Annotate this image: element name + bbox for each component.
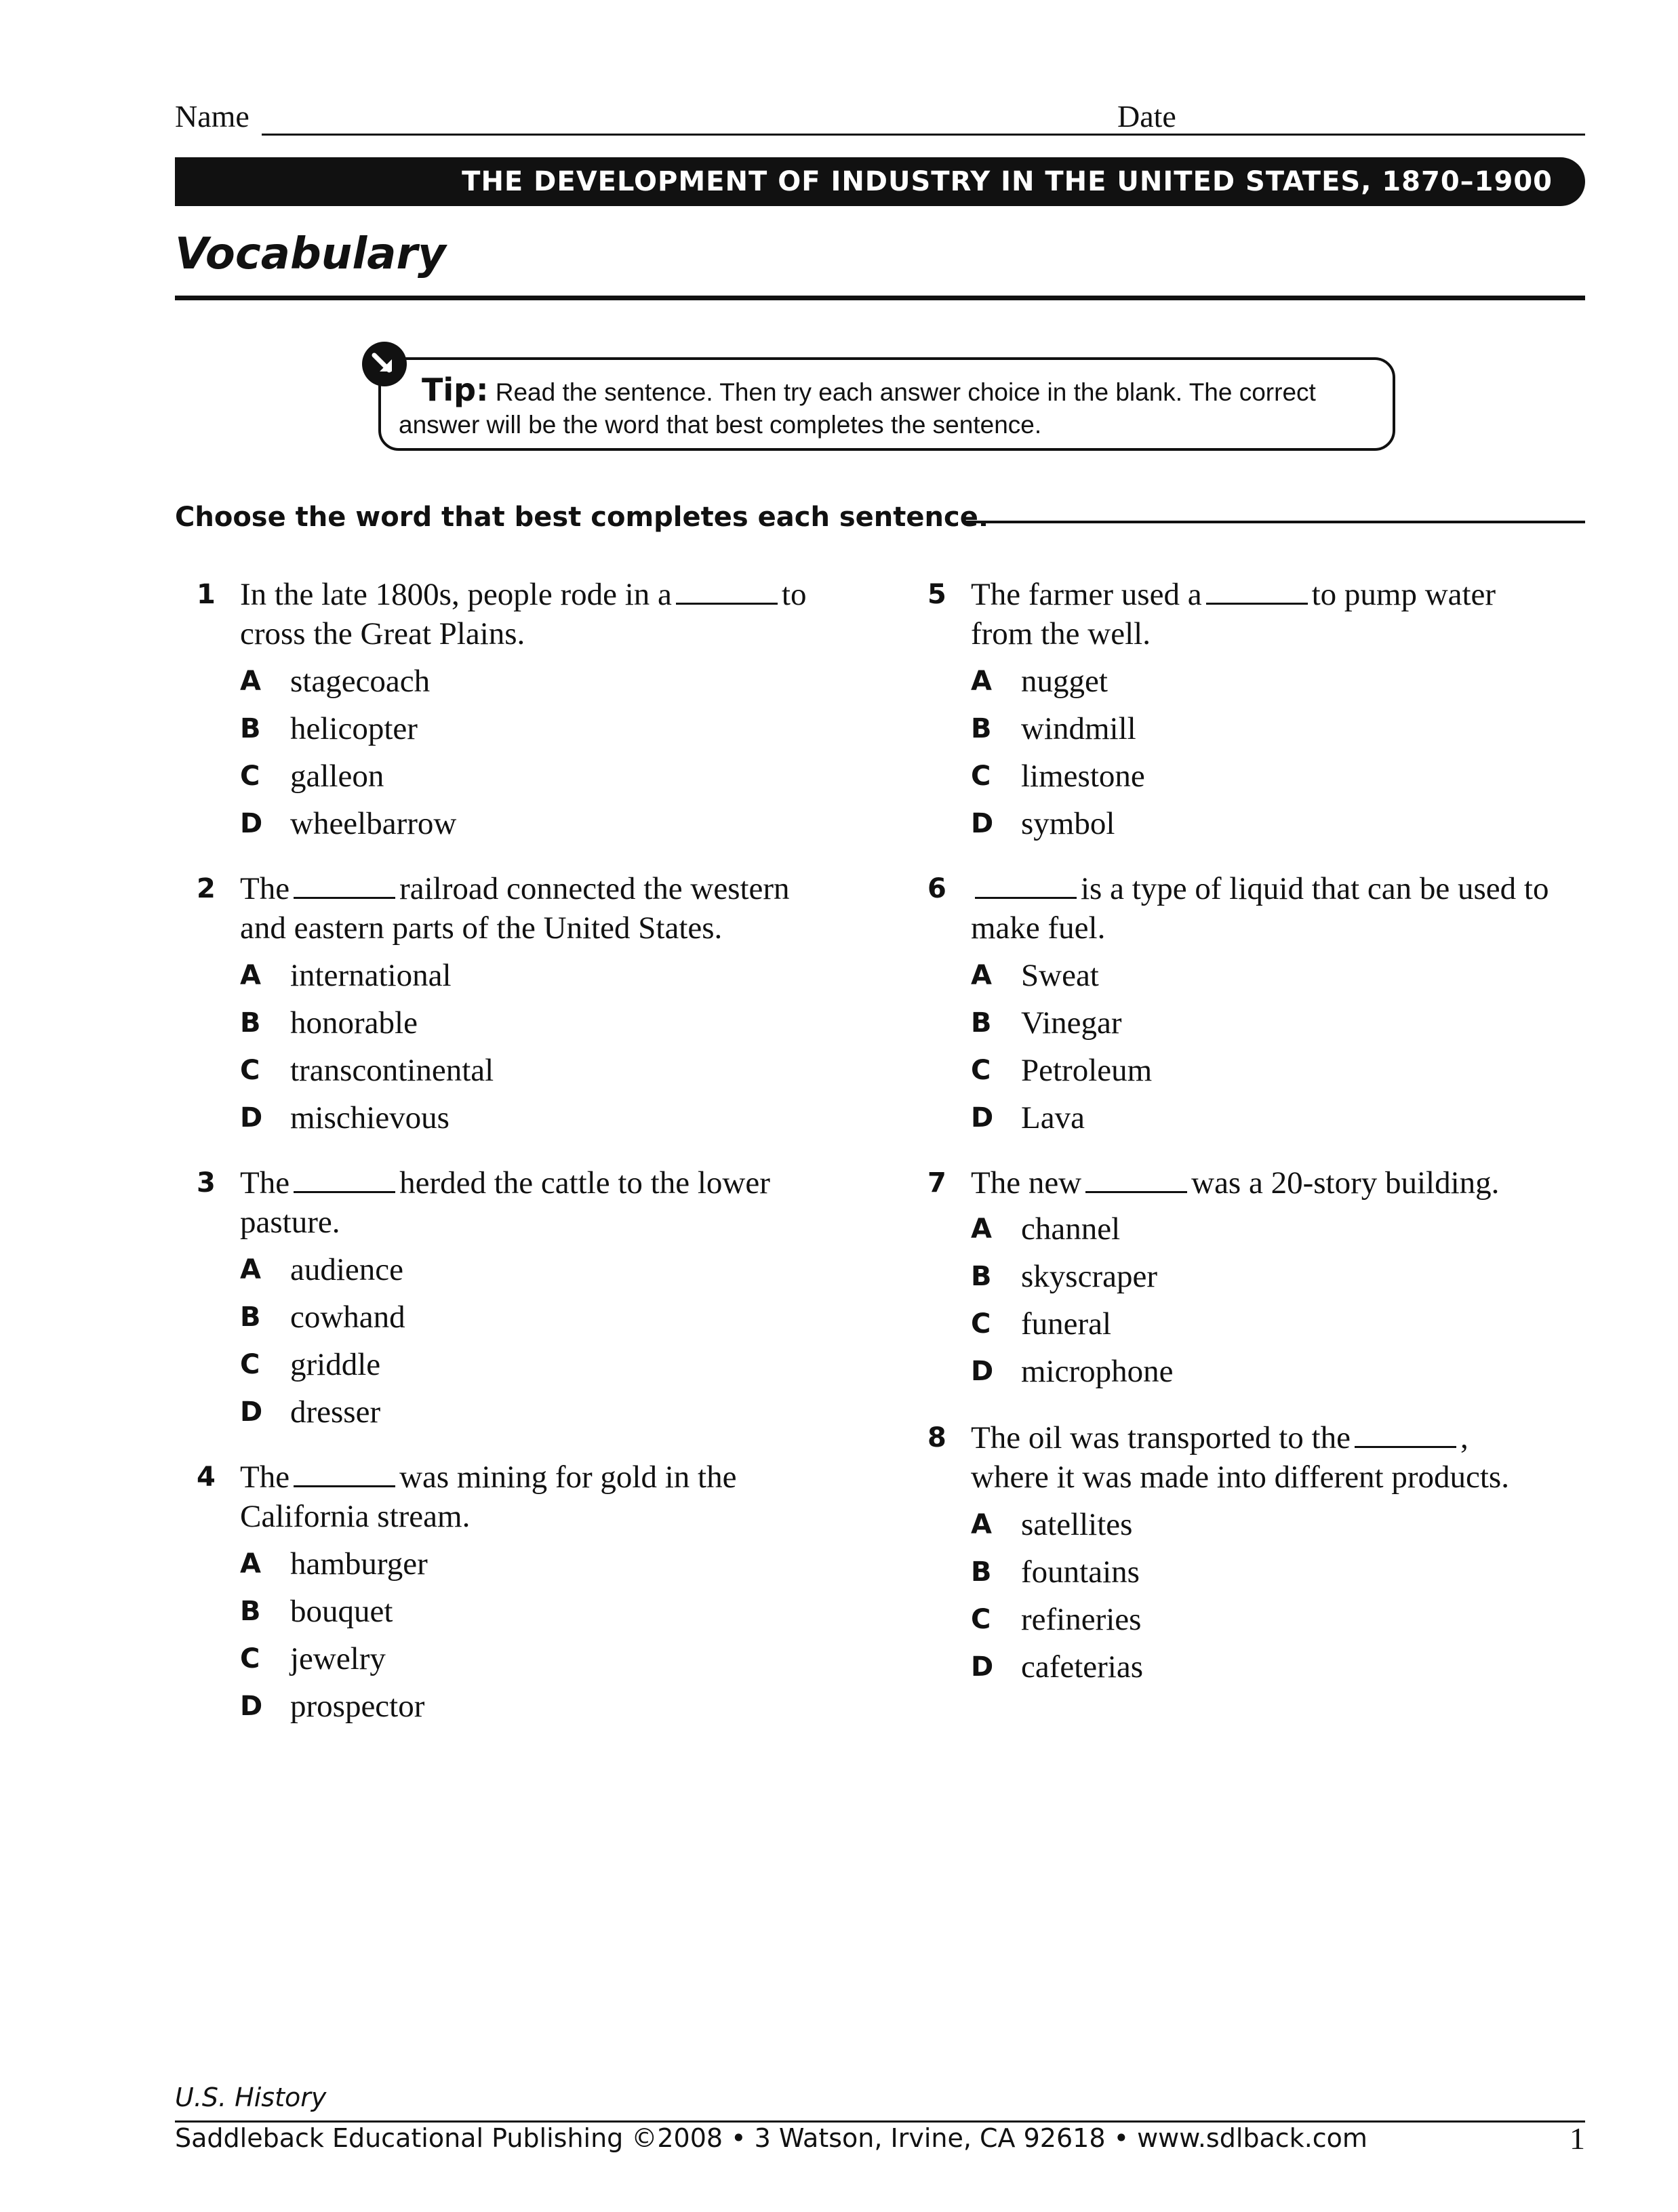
unit-title-bar — [175, 157, 1585, 206]
question-text-after: was a 20-story building. — [1191, 1165, 1500, 1201]
footer-divider — [175, 2120, 1585, 2123]
choice-text: dresser — [290, 1394, 381, 1430]
choice-text: funeral — [1021, 1306, 1112, 1342]
instructions: Choose the word that best completes each sentence. — [175, 502, 989, 533]
choice-text: jewelry — [290, 1641, 386, 1676]
question-text — [240, 1163, 823, 1242]
question-text-before: The — [240, 871, 290, 906]
page-number: 1 — [1570, 2121, 1585, 2156]
answer-blank[interactable] — [294, 874, 395, 899]
choice-text: honorable — [290, 1005, 418, 1041]
choice-text: stagecoach — [290, 664, 431, 699]
choice-text: nugget — [1021, 664, 1108, 699]
choice-text: Lava — [1021, 1100, 1085, 1135]
answer-blank[interactable] — [1085, 1168, 1187, 1193]
choice-letter: A — [971, 666, 992, 697]
question-number: 5 — [927, 579, 946, 610]
choice-letter: D — [971, 1356, 994, 1387]
answer-blank[interactable] — [1206, 580, 1308, 605]
choice-letter: A — [971, 960, 992, 991]
choice-letter: B — [240, 713, 261, 744]
choice-letter: C — [971, 761, 991, 792]
choice-letter: C — [971, 1308, 991, 1340]
choice-letter: A — [240, 666, 261, 697]
question-text-before: In the late 1800s, people rode in a — [240, 577, 672, 612]
choice-letter: B — [971, 1261, 992, 1292]
name-date-row — [175, 98, 1585, 139]
question-text-before: The new — [971, 1165, 1082, 1201]
name-label: Name — [175, 99, 249, 134]
choice-letter: B — [240, 1596, 261, 1627]
question-text-after: , where it was made into different products. — [971, 1420, 1509, 1495]
choice-letter: D — [240, 1102, 263, 1133]
choice-text: Petroleum — [1021, 1053, 1153, 1088]
tip-label: Tip: — [422, 371, 489, 408]
choice-text: skyscraper — [1021, 1259, 1157, 1294]
footer-publisher: Saddleback Educational Publishing ©2008 • 3 Watson, Irvine, CA 92618 • www.sdlback.com — [175, 2123, 1367, 2153]
answer-blank[interactable] — [1355, 1423, 1456, 1448]
question-text-after: was mining for gold in the California stream. — [240, 1460, 737, 1534]
choice-letter: D — [240, 1691, 263, 1722]
question-number: 4 — [197, 1462, 216, 1493]
question-text — [971, 869, 1554, 948]
choice-text: audience — [290, 1252, 404, 1287]
choice-text: galleon — [290, 759, 384, 794]
choice-letter: B — [971, 1556, 992, 1588]
choice-text: satellites — [1021, 1507, 1133, 1542]
choice-text: limestone — [1021, 759, 1145, 794]
choice-letter: A — [240, 960, 261, 991]
choice-text: griddle — [290, 1347, 381, 1382]
choice-letter: C — [240, 1643, 260, 1674]
question-text — [971, 575, 1554, 653]
question-text — [971, 1163, 1554, 1203]
choice-text: Vinegar — [1021, 1005, 1122, 1041]
question-number: 1 — [197, 579, 216, 610]
choice-text: bouquet — [290, 1594, 393, 1629]
question-number: 2 — [197, 873, 216, 904]
question-text — [240, 575, 823, 653]
question-text — [971, 1418, 1554, 1497]
choice-letter: C — [240, 1055, 260, 1086]
question-text — [240, 1457, 823, 1536]
title-divider — [175, 296, 1585, 300]
question-text-after: is a type of liquid that can be used to make fuel. — [971, 871, 1549, 946]
choice-text: prospector — [290, 1689, 425, 1724]
choice-text: international — [290, 958, 452, 993]
answer-blank[interactable] — [676, 580, 778, 605]
question-text-before: The oil was transported to the — [971, 1420, 1351, 1455]
choice-letter: B — [971, 1007, 992, 1039]
choice-letter: C — [240, 761, 260, 792]
choice-letter: C — [240, 1349, 260, 1380]
choice-text: refineries — [1021, 1602, 1142, 1637]
answer-blank[interactable] — [294, 1168, 395, 1193]
choice-letter: A — [971, 1213, 992, 1245]
name-field[interactable] — [262, 134, 1224, 136]
question-text-before: The — [240, 1460, 290, 1495]
choice-text: fountains — [1021, 1554, 1140, 1590]
answer-blank[interactable] — [294, 1462, 395, 1487]
choice-letter: C — [971, 1055, 991, 1086]
choice-text: microphone — [1021, 1354, 1174, 1389]
question-text-after: railroad connected the western and eastern parts of the United States. — [240, 871, 790, 946]
choice-letter: D — [240, 808, 263, 839]
choice-text: Sweat — [1021, 958, 1099, 993]
date-label: Date — [1117, 99, 1176, 134]
question-number: 8 — [927, 1422, 946, 1453]
question-number: 6 — [927, 873, 946, 904]
tip-box — [378, 357, 1395, 451]
choice-text: cafeterias — [1021, 1649, 1144, 1685]
question-text-before: The farmer used a — [971, 577, 1202, 612]
question-text-after: to cross the Great Plains. — [240, 577, 807, 651]
question-text-after: to pump water from the well. — [971, 577, 1496, 651]
choice-letter: D — [971, 1651, 994, 1683]
choice-text: mischievous — [290, 1100, 450, 1135]
arrow-icon — [359, 339, 409, 389]
choice-letter: D — [240, 1396, 263, 1428]
choice-text: wheelbarrow — [290, 806, 457, 841]
choice-letter: B — [240, 1302, 261, 1333]
choice-text: hamburger — [290, 1546, 428, 1582]
question-text-after: herded the cattle to the lower pasture. — [240, 1165, 770, 1240]
answer-blank[interactable] — [975, 874, 1077, 899]
question-text — [240, 869, 823, 948]
unit-title: THE DEVELOPMENT OF INDUSTRY IN THE UNITED STATES, 1870–1900 — [462, 166, 1553, 197]
footer-subject: U.S. History — [175, 2083, 327, 2112]
choice-text: windmill — [1021, 711, 1136, 746]
instruction-divider — [965, 521, 1585, 523]
choice-text: cowhand — [290, 1300, 405, 1335]
choice-letter: A — [971, 1509, 992, 1540]
choice-letter: C — [971, 1604, 991, 1635]
choice-text: symbol — [1021, 806, 1115, 841]
page-title: Vocabulary — [175, 229, 446, 279]
choice-text: transcontinental — [290, 1053, 494, 1088]
choice-text: channel — [1021, 1211, 1121, 1247]
choice-letter: B — [971, 713, 992, 744]
question-number: 7 — [927, 1167, 946, 1199]
question-text-before: The — [240, 1165, 290, 1201]
choice-text: helicopter — [290, 711, 418, 746]
tip-text: Read the sentence. Then try each answer choice in the blank. The correct answer will be the word that best completes the sentence. — [399, 378, 1316, 439]
choice-letter: A — [240, 1548, 261, 1580]
question-number: 3 — [197, 1167, 216, 1199]
choice-letter: B — [240, 1007, 261, 1039]
date-field[interactable] — [1185, 134, 1585, 136]
choice-letter: A — [240, 1254, 261, 1285]
choice-letter: D — [971, 1102, 994, 1133]
choice-letter: D — [971, 808, 994, 839]
